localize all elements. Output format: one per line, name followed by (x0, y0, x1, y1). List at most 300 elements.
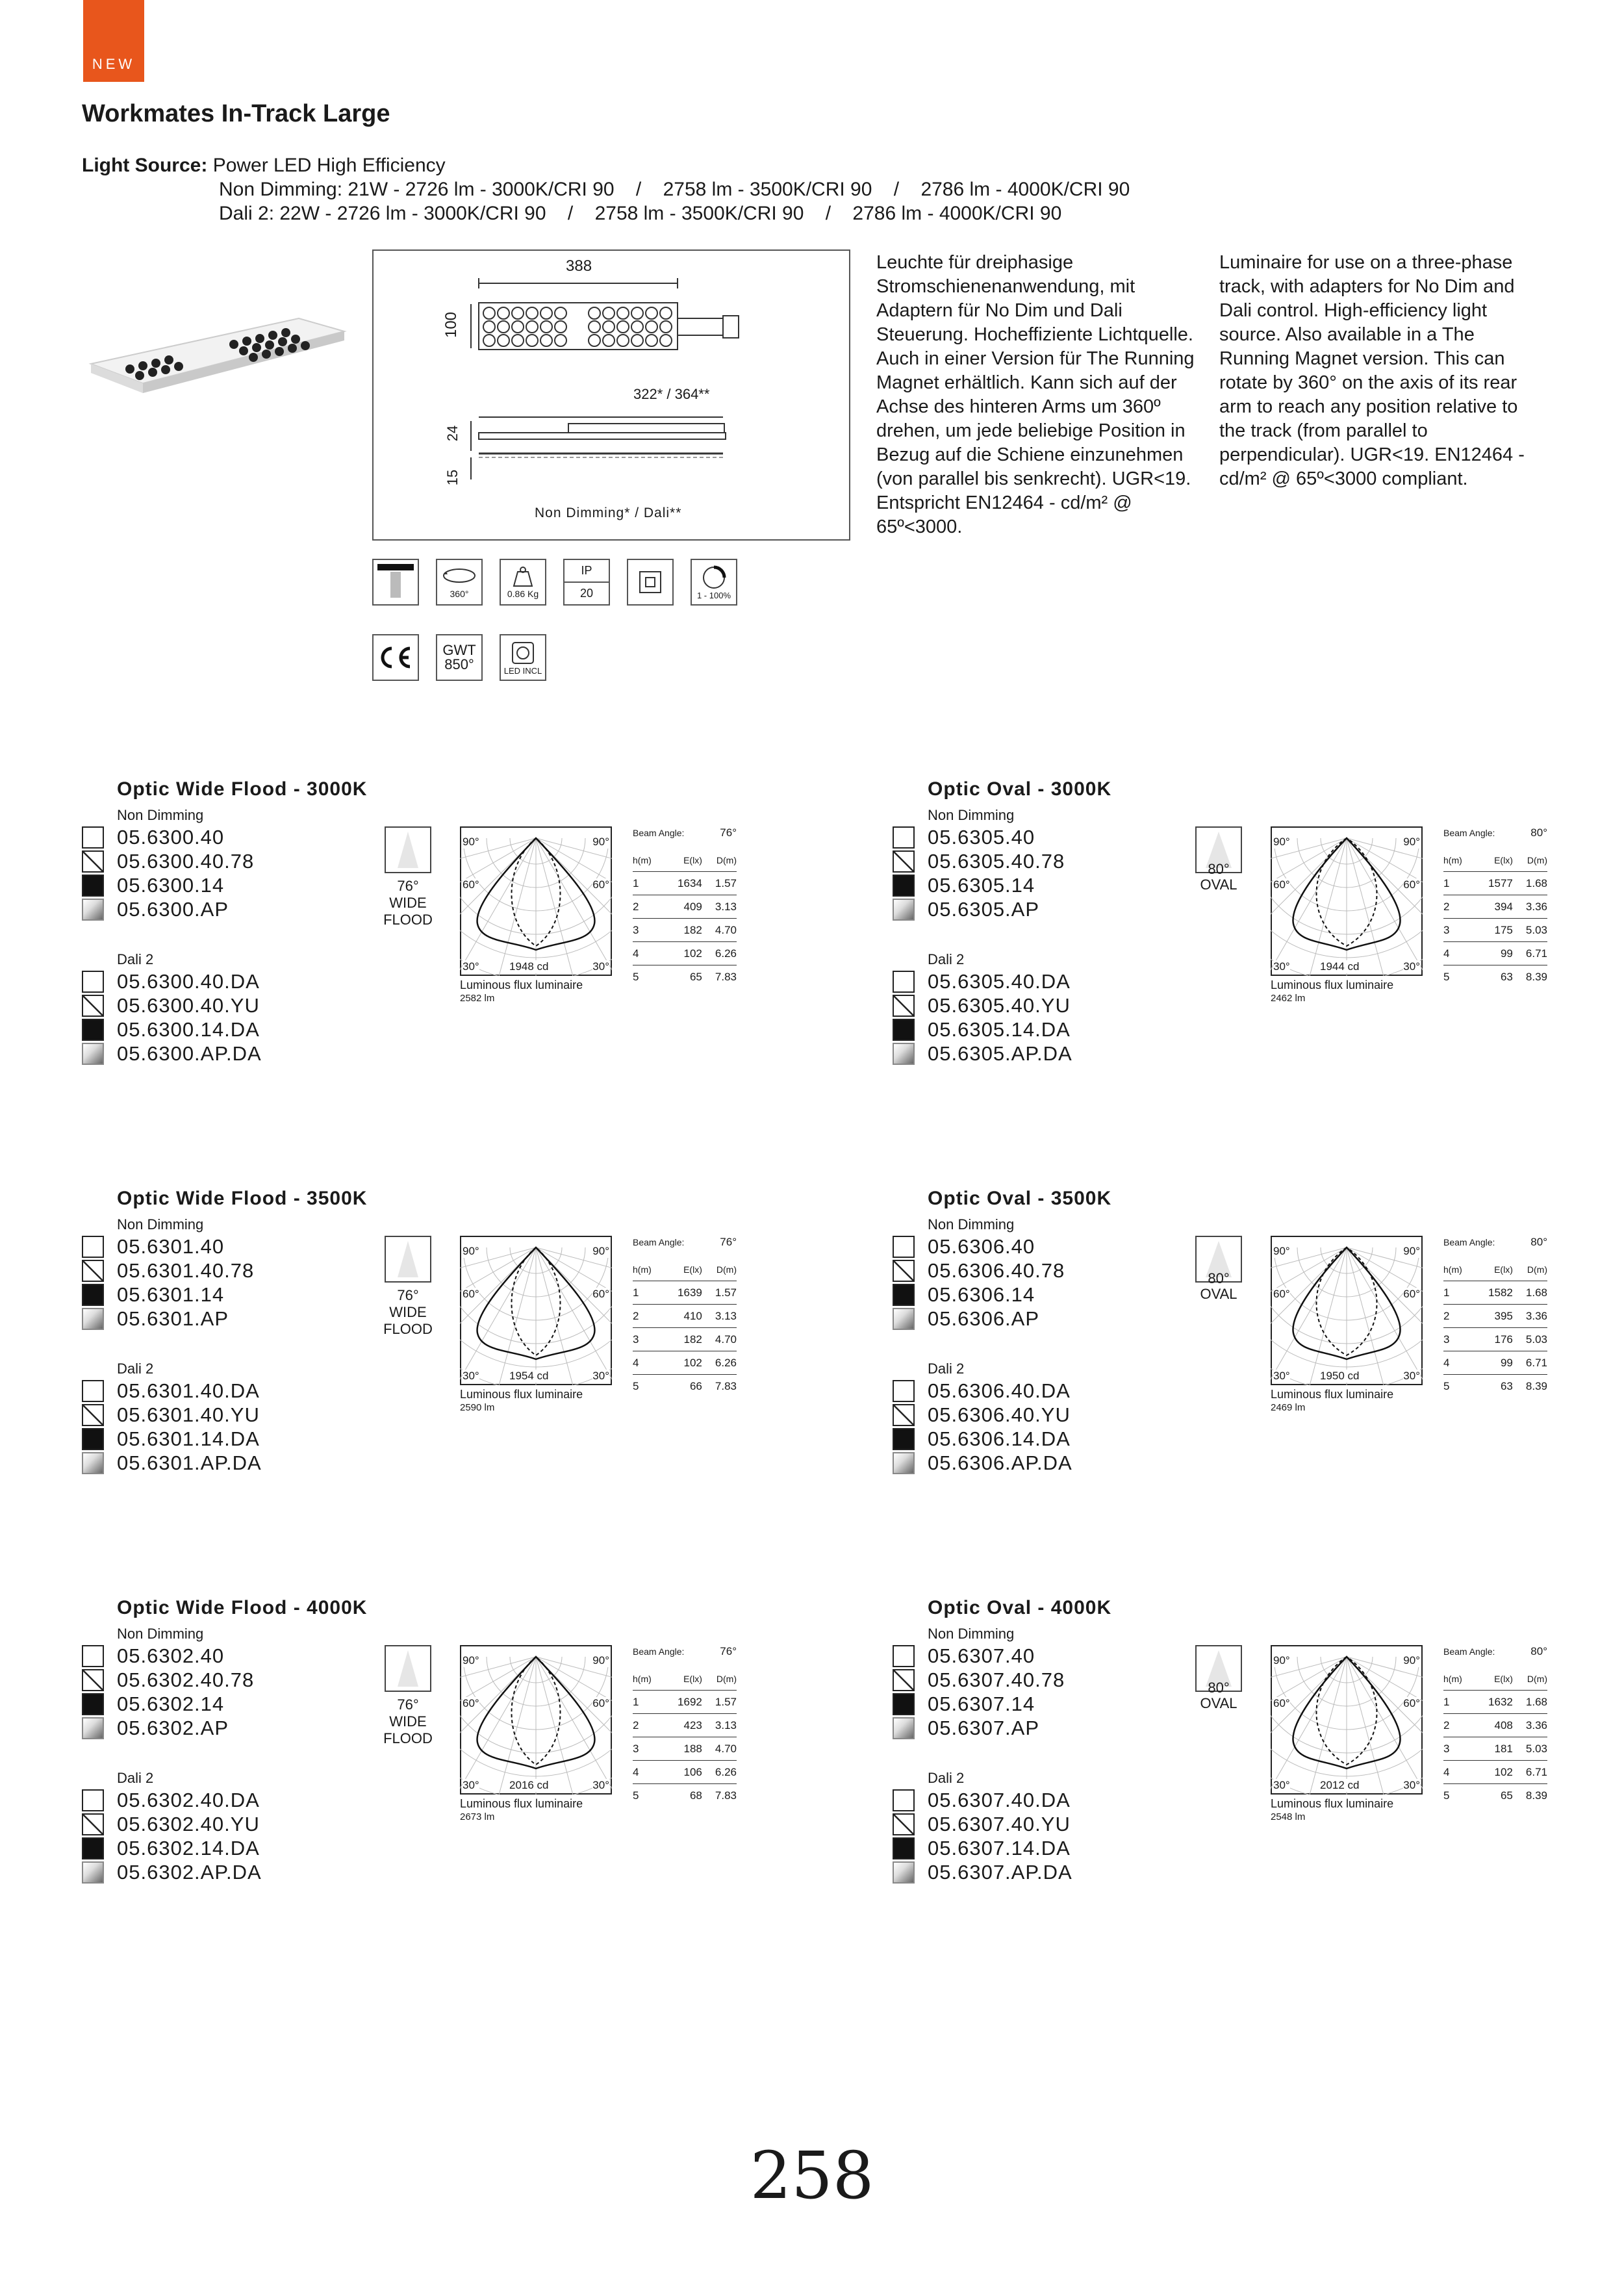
beam-degree: 76° (397, 1696, 419, 1713)
finish-swatch (893, 1669, 915, 1691)
table-cell: 102 (663, 942, 702, 965)
beam-angle-label: Beam Angle: (1443, 1646, 1495, 1657)
angle-60-right: 60° (592, 1697, 609, 1709)
finish-swatch (82, 1260, 104, 1282)
product-code-row[interactable] (893, 873, 1065, 897)
product-code-row[interactable] (82, 849, 254, 873)
product-code-row[interactable] (893, 1403, 1072, 1427)
product-code: 05.6302.40.DA (117, 1789, 260, 1811)
table-cell: 1 (633, 1281, 663, 1305)
finish-swatch (82, 1380, 104, 1402)
product-code: 05.6300.40.YU (117, 994, 260, 1017)
angle-30-left: 30° (463, 960, 479, 973)
beam-name-2: FLOOD (383, 1730, 433, 1746)
finish-swatch (893, 971, 915, 993)
product-code: 05.6305.40.78 (928, 850, 1065, 873)
table-cell: 410 (663, 1305, 702, 1328)
product-code-row[interactable] (893, 1307, 1065, 1331)
angle-90-right: 90° (592, 1245, 609, 1257)
product-code: 05.6302.AP (117, 1717, 229, 1739)
product-code-row[interactable] (893, 993, 1072, 1017)
table-cell: 3 (633, 919, 663, 942)
table-row (633, 1305, 737, 1328)
col-h: h(m) (1443, 1667, 1473, 1691)
product-code: 05.6300.40 (117, 826, 225, 849)
product-code: 05.6306.40.YU (928, 1403, 1071, 1426)
product-code: 05.6306.40 (928, 1235, 1035, 1258)
product-code: 05.6302.40.YU (117, 1813, 260, 1835)
angle-90-left: 90° (463, 1245, 479, 1257)
product-code-row[interactable] (82, 1017, 262, 1041)
beam-name-1: OVAL (1200, 876, 1237, 893)
ip-label: IP (581, 564, 592, 577)
angle-60-right: 60° (1403, 878, 1420, 891)
product-code: 05.6301.40 (117, 1235, 225, 1258)
finish-swatch (82, 1813, 104, 1835)
section-title: Optic Oval - 3000K (928, 778, 1112, 800)
product-code-row[interactable] (82, 897, 254, 921)
beam-degree: 76° (397, 878, 419, 894)
table-row (633, 1375, 737, 1398)
table-row (633, 1784, 737, 1808)
table-row (1443, 872, 1547, 895)
beam-icon (385, 1645, 431, 1692)
product-code-row[interactable] (893, 1427, 1072, 1451)
dim-length: 322* / 364** (633, 386, 710, 402)
product-code: 05.6302.14 (117, 1693, 225, 1715)
product-code: 05.6300.14.DA (117, 1018, 260, 1041)
col-d: D(m) (702, 1258, 737, 1281)
polar-diagram (1271, 826, 1423, 976)
table-row (633, 965, 737, 989)
table-cell: 3 (1443, 1328, 1473, 1351)
product-code-row[interactable] (82, 969, 262, 993)
table-cell: 395 (1473, 1305, 1513, 1328)
product-code-row[interactable] (82, 1812, 262, 1836)
illuminance-table (633, 1642, 737, 1807)
finish-swatch (893, 1837, 915, 1859)
angle-30-right: 30° (1403, 1779, 1420, 1791)
product-code: 05.6306.14.DA (928, 1427, 1071, 1450)
flux-value: 2673 lm (460, 1811, 495, 1822)
product-code-row[interactable] (82, 825, 254, 849)
table-cell: 99 (1473, 1351, 1513, 1375)
product-code-row[interactable] (82, 1692, 254, 1716)
class-icon (627, 559, 674, 606)
product-code: 05.6302.AP.DA (117, 1861, 262, 1884)
table-row (1443, 942, 1547, 965)
table-cell: 5.03 (1513, 1328, 1547, 1351)
new-badge (83, 0, 144, 82)
table-cell: 1.68 (1513, 1691, 1547, 1714)
table-cell: 1 (1443, 1691, 1473, 1714)
angle-90-left: 90° (1273, 836, 1290, 848)
table-cell: 2 (1443, 1305, 1473, 1328)
product-code: 05.6306.AP (928, 1307, 1040, 1330)
angle-30-left: 30° (463, 1370, 479, 1382)
table-cell: 1 (633, 872, 663, 895)
product-code: 05.6301.40.78 (117, 1259, 255, 1282)
product-code: 05.6305.40.YU (928, 994, 1071, 1017)
table-cell: 1.68 (1513, 1281, 1547, 1305)
drawing-caption: Non Dimming* / Dali** (535, 505, 682, 520)
product-code: 05.6307.14.DA (928, 1837, 1071, 1859)
candela-value: 2016 cd (509, 1779, 549, 1791)
technical-drawing (372, 249, 850, 541)
col-d: D(m) (1513, 1258, 1547, 1281)
table-cell: 181 (1473, 1737, 1513, 1761)
page-number: 258 (750, 2138, 874, 2214)
product-code-row[interactable] (82, 1234, 254, 1258)
table-row (1443, 1737, 1547, 1761)
table-cell: 394 (1473, 895, 1513, 919)
polar-grid (460, 1645, 612, 1795)
beam-angle-label: Beam Angle: (633, 828, 685, 838)
col-e: E(lx) (663, 1667, 702, 1691)
product-code-row[interactable] (893, 849, 1065, 873)
table-cell: 3.13 (702, 1714, 737, 1737)
product-code: 05.6301.14 (117, 1283, 225, 1306)
table-cell: 3.13 (702, 1305, 737, 1328)
table-cell: 175 (1473, 919, 1513, 942)
product-code-row[interactable] (82, 1258, 254, 1283)
non-dimming-label: Non Dimming (928, 1626, 1015, 1642)
table-cell: 2 (1443, 895, 1473, 919)
flux-value: 2590 lm (460, 1402, 495, 1413)
table-cell: 6.71 (1513, 1351, 1547, 1375)
finish-swatch (893, 1404, 915, 1426)
candela-value: 2012 cd (1320, 1779, 1360, 1791)
finish-swatch (82, 1236, 104, 1258)
beam-degree: 80° (1208, 1270, 1230, 1286)
flux-value: 2582 lm (460, 993, 495, 1004)
polar-diagram (460, 1236, 612, 1385)
feature-icons-row2 (372, 634, 546, 681)
product-code-row[interactable] (893, 897, 1065, 921)
dim-15: 15 (444, 469, 461, 486)
finish-swatch (893, 875, 915, 897)
dali-codes (82, 1379, 262, 1475)
angle-30-right: 30° (592, 1370, 609, 1382)
illuminance-table (1443, 1233, 1547, 1398)
finish-swatch (82, 1428, 104, 1450)
light-source-line3: Dali 2: 22W - 2726 lm - 3000K/CRI 90 / 2758 lm - 3500K/CRI 90 / 2786 lm - 4000K/CRI 90 (219, 203, 1062, 224)
angle-90-left: 90° (1273, 1245, 1290, 1257)
table-row (633, 1351, 737, 1375)
table-cell: 4.70 (702, 1737, 737, 1761)
product-code: 05.6306.40.DA (928, 1379, 1071, 1402)
col-e: E(lx) (1473, 849, 1513, 872)
led-label: LED INCL (503, 665, 542, 676)
table-cell: 1582 (1473, 1281, 1513, 1305)
product-code-row[interactable] (893, 1644, 1065, 1668)
section-title: Optic Wide Flood - 3000K (117, 778, 368, 800)
angle-90-left: 90° (463, 836, 479, 848)
dali-label: Dali 2 (928, 1361, 965, 1377)
angle-90-right: 90° (1403, 1245, 1420, 1257)
product-code: 05.6302.40.78 (117, 1668, 255, 1691)
finish-swatch (893, 1043, 915, 1065)
table-cell: 1 (1443, 872, 1473, 895)
non-dimming-codes (893, 1234, 1065, 1331)
product-code: 05.6307.40.DA (928, 1789, 1071, 1811)
table-row (1443, 1375, 1547, 1398)
table-cell: 1634 (663, 872, 702, 895)
product-code-row[interactable] (893, 1860, 1072, 1884)
product-code-row[interactable] (893, 1258, 1065, 1283)
candela-value: 1944 cd (1320, 960, 1360, 973)
table-row (633, 1714, 737, 1737)
table-row (633, 1737, 737, 1761)
table-cell: 8.39 (1525, 1379, 1547, 1392)
product-code: 05.6307.AP (928, 1717, 1040, 1739)
table-cell: 68 (689, 1789, 702, 1802)
product-photo (84, 305, 357, 416)
table-cell: 4 (1443, 942, 1473, 965)
dim-width: 388 (566, 257, 592, 275)
table-cell: 5 (1443, 1379, 1450, 1392)
angle-90-left: 90° (1273, 1654, 1290, 1667)
polar-grid (1271, 826, 1423, 976)
beam-name-1: OVAL (1200, 1695, 1237, 1711)
product-code: 05.6305.AP (928, 898, 1040, 921)
product-code: 05.6301.AP.DA (117, 1451, 262, 1474)
non-dimming-label: Non Dimming (117, 1626, 204, 1642)
product-code-row[interactable] (82, 1451, 262, 1475)
product-code-row[interactable] (82, 993, 262, 1017)
beam-name-1: WIDE (389, 1304, 427, 1320)
product-code-row[interactable] (82, 1307, 254, 1331)
non-dimming-label: Non Dimming (928, 1216, 1015, 1233)
section-title: Optic Oval - 4000K (928, 1597, 1112, 1618)
polar-grid (1271, 1645, 1423, 1795)
angle-30-left: 30° (1273, 1779, 1290, 1791)
table-cell: 102 (1473, 1761, 1513, 1784)
angle-30-right: 30° (1403, 960, 1420, 973)
table-cell: 3 (633, 1328, 663, 1351)
table-cell: 7.83 (715, 970, 737, 983)
product-code-row[interactable] (82, 1403, 262, 1427)
product-code-row[interactable] (893, 969, 1072, 993)
flux-label: Luminous flux luminaire (460, 1797, 583, 1810)
table-cell: 2 (633, 895, 663, 919)
product-code-row[interactable] (893, 1692, 1065, 1716)
weight-label: 0.86 Kg (507, 589, 539, 599)
product-code: 05.6307.40.78 (928, 1668, 1065, 1691)
table-row (1443, 919, 1547, 942)
table-cell: 4.70 (702, 1328, 737, 1351)
product-code-row[interactable] (893, 1788, 1072, 1812)
finish-swatch (82, 1284, 104, 1306)
table-cell: 1 (1443, 1281, 1473, 1305)
product-code-row[interactable] (893, 1379, 1072, 1403)
beam-degree: 76° (397, 1287, 419, 1303)
table-cell: 66 (689, 1379, 702, 1392)
finish-swatch (82, 850, 104, 873)
table-cell: 2 (1443, 1714, 1473, 1737)
table-cell: 182 (663, 919, 702, 942)
table-cell: 1.57 (702, 872, 737, 895)
polar-grid (1271, 1236, 1423, 1385)
table-cell: 4.70 (702, 919, 737, 942)
dali-label: Dali 2 (928, 1770, 965, 1786)
product-code-row[interactable] (82, 1041, 262, 1066)
table-row (633, 1328, 737, 1351)
table-cell: 2 (633, 1714, 663, 1737)
col-d: D(m) (1513, 849, 1547, 872)
angle-30-left: 30° (463, 1779, 479, 1791)
product-code-row[interactable] (893, 1041, 1072, 1066)
beam-angle-label: Beam Angle: (1443, 828, 1495, 838)
col-e: E(lx) (663, 1258, 702, 1281)
finish-swatch (893, 1260, 915, 1282)
table-cell: 5 (633, 1379, 639, 1392)
finish-swatch (893, 899, 915, 921)
table-row (1443, 965, 1547, 989)
beam-angle-value: 76° (720, 1645, 737, 1657)
finish-swatch (893, 1717, 915, 1739)
non-dimming-label: Non Dimming (117, 807, 204, 823)
weight-icon (500, 559, 546, 606)
product-code-row[interactable] (82, 1716, 254, 1740)
product-code: 05.6305.AP.DA (928, 1042, 1072, 1065)
dali-codes (893, 1379, 1072, 1475)
table-cell: 6.26 (702, 942, 737, 965)
beam-angle-value: 80° (1530, 1645, 1547, 1657)
col-h: h(m) (633, 849, 663, 872)
table-cell: 3 (633, 1737, 663, 1761)
product-code: 05.6305.40 (928, 826, 1035, 849)
table-row (1443, 895, 1547, 919)
table-cell: 4 (633, 942, 663, 965)
table-cell: 408 (1473, 1714, 1513, 1737)
light-source-line1: Power LED High Efficiency (212, 155, 446, 176)
table-row (633, 1281, 737, 1305)
table-cell: 1577 (1473, 872, 1513, 895)
table-cell: 8.39 (1525, 1789, 1547, 1802)
dimming-label: 1 - 100% (696, 590, 731, 600)
angle-30-left: 30° (1273, 960, 1290, 973)
table-row (633, 919, 737, 942)
angle-60-left: 60° (463, 1288, 479, 1300)
flux-label: Luminous flux luminaire (460, 1388, 583, 1401)
flux-label: Luminous flux luminaire (460, 978, 583, 991)
product-code-row[interactable] (893, 1836, 1072, 1860)
table-cell: 5 (633, 970, 639, 983)
polar-diagram (1271, 1645, 1423, 1795)
product-code-row[interactable] (893, 825, 1065, 849)
angle-60-right: 60° (1403, 1288, 1420, 1300)
product-code: 05.6305.40.DA (928, 970, 1071, 993)
table-cell: 99 (1473, 942, 1513, 965)
table-cell: 188 (663, 1737, 702, 1761)
finish-swatch (893, 1308, 915, 1330)
table-cell: 5 (1443, 970, 1450, 983)
angle-60-left: 60° (463, 1697, 479, 1709)
product-code: 05.6306.AP.DA (928, 1451, 1072, 1474)
table-cell: 8.39 (1525, 970, 1547, 983)
product-code-row[interactable] (82, 1668, 254, 1692)
polar-grid (460, 1236, 612, 1385)
finish-swatch (893, 1452, 915, 1474)
beam-icon (385, 1236, 431, 1283)
polar-diagram (460, 1645, 612, 1795)
product-code-row[interactable] (82, 1644, 254, 1668)
table-cell: 6.71 (1513, 1761, 1547, 1784)
finish-swatch (82, 1669, 104, 1691)
non-dimming-label: Non Dimming (117, 1216, 204, 1233)
product-code-row[interactable] (893, 1451, 1072, 1475)
beam-angle-value: 76° (720, 826, 737, 839)
table-cell: 7.83 (715, 1379, 737, 1392)
product-code: 05.6300.AP (117, 898, 229, 921)
table-cell: 3.36 (1513, 1714, 1547, 1737)
table-cell: 3 (1443, 1737, 1473, 1761)
product-code-row[interactable] (82, 1283, 254, 1307)
beam-name-1: WIDE (389, 895, 427, 911)
product-code-row[interactable] (893, 1668, 1065, 1692)
product-code-row[interactable] (82, 1860, 262, 1884)
page-title: Workmates In-Track Large (82, 100, 390, 127)
beam-name-2: FLOOD (383, 912, 433, 928)
col-e: E(lx) (1473, 1667, 1513, 1691)
rotate-label: 360° (450, 589, 469, 599)
table-cell: 3 (1443, 919, 1473, 942)
angle-30-right: 30° (592, 1779, 609, 1791)
product-code-row[interactable] (82, 1427, 262, 1451)
product-code-row[interactable] (82, 1379, 262, 1403)
table-cell: 5.03 (1513, 919, 1547, 942)
light-source-line2: Non Dimming: 21W - 2726 lm - 3000K/CRI 90 / 2758 lm - 3500K/CRI 90 / 2786 lm - 4000K/CRI 90 (219, 179, 1130, 200)
finish-swatch (893, 1019, 915, 1041)
finish-swatch (82, 826, 104, 849)
table-cell: 2 (633, 1305, 663, 1328)
table-cell: 3.36 (1513, 895, 1547, 919)
beam-degree: 80° (1208, 861, 1230, 877)
product-code-row[interactable] (82, 1788, 262, 1812)
angle-90-right: 90° (592, 836, 609, 848)
polar-diagram (1271, 1236, 1423, 1385)
table-row (633, 872, 737, 895)
table-row (1443, 1761, 1547, 1784)
table-row (1443, 1351, 1547, 1375)
product-code-row[interactable] (893, 1716, 1065, 1740)
product-code-row[interactable] (82, 873, 254, 897)
feature-icons-row1 (372, 559, 737, 606)
product-code-row[interactable] (82, 1836, 262, 1860)
product-code: 05.6300.40.78 (117, 850, 255, 873)
product-code-row[interactable] (893, 1812, 1072, 1836)
col-e: E(lx) (663, 849, 702, 872)
product-code-row[interactable] (893, 1234, 1065, 1258)
table-cell: 1 (633, 1691, 663, 1714)
polar-grid (460, 826, 612, 976)
product-code: 05.6305.14 (928, 874, 1035, 897)
finish-swatch (82, 995, 104, 1017)
polar-diagram (460, 826, 612, 976)
angle-90-left: 90° (463, 1654, 479, 1667)
product-code-row[interactable] (893, 1283, 1065, 1307)
finish-swatch (82, 971, 104, 993)
angle-30-left: 30° (1273, 1370, 1290, 1382)
finish-swatch (82, 1645, 104, 1667)
description-de: Leuchte für dreiphasige Stromschienenanwendung, mit Adaptern für No Dim und Dali Steuerung. Hocheffiziente Lichtquelle. Auch in einer Version für The Running Magnet erhältlich. Kann sich auf der Achse des hinteren Arms um 360º drehen, um jede beliebige Position in Bezug auf die Schiene einzunehmen (von parallel bis senkrecht). UGR<19. Entspricht EN12464 - cd/m² @ 65º<3000. (876, 252, 1195, 537)
product-code-row[interactable] (893, 1017, 1072, 1041)
angle-90-right: 90° (592, 1654, 609, 1667)
angle-60-left: 60° (1273, 878, 1290, 891)
product-code: 05.6305.14.DA (928, 1018, 1071, 1041)
finish-swatch (82, 1693, 104, 1715)
